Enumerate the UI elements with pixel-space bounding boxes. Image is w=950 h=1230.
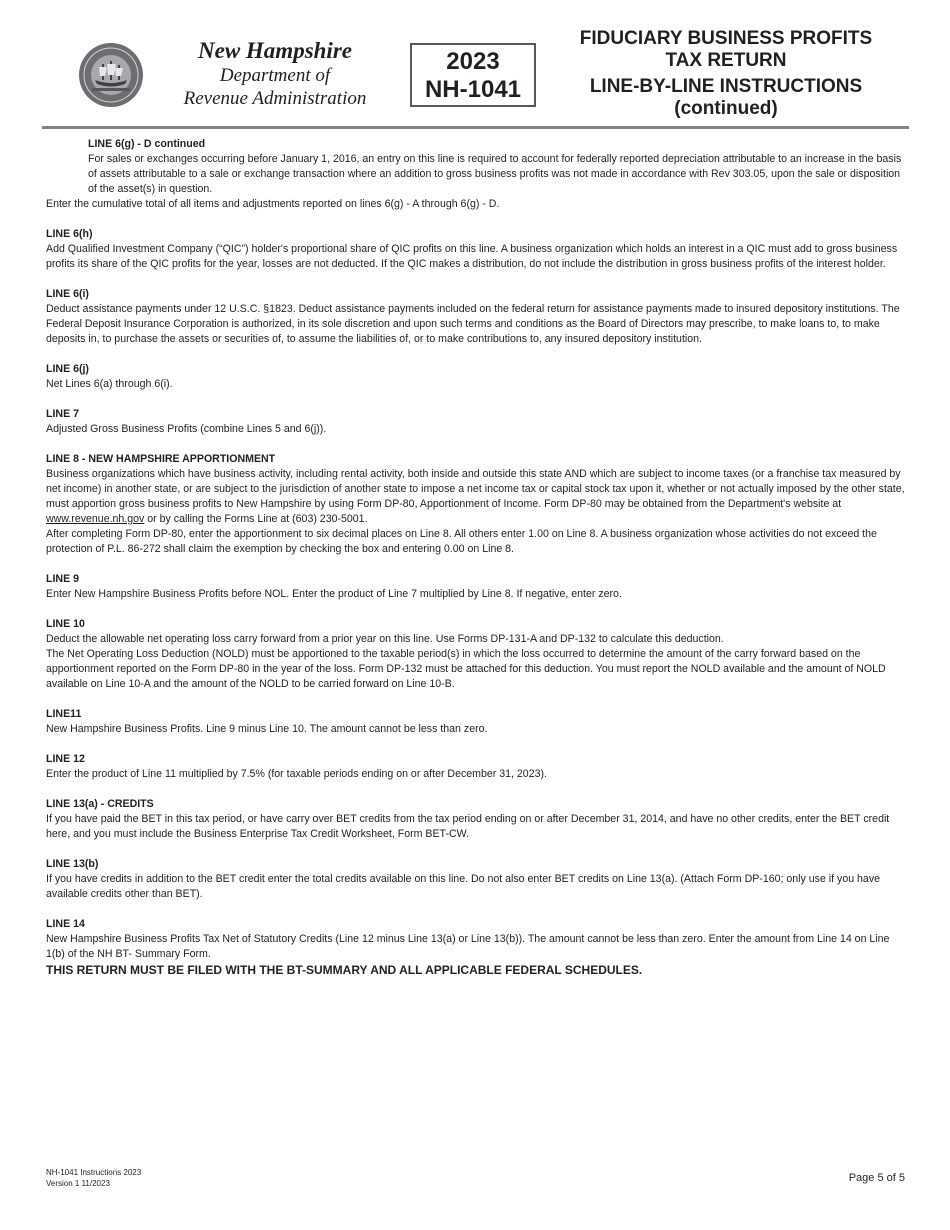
header-divider (42, 126, 909, 129)
dept-line-3: Revenue Administration (183, 88, 367, 109)
section-heading: LINE 7 (46, 408, 79, 420)
section-line-9 (46, 572, 908, 602)
section-line-7 (46, 407, 908, 437)
section-heading: LINE 6(i) (46, 288, 89, 300)
section-text: For sales or exchanges occurring before January 1, 2016, an entry on this line is required to account for federally reported depreciation attributable to an increase in the basis of assets attributable to a sale or exchange transaction where an addition to gross business profits was not made in accordance with Rev 303.05, upon the sale or disposition of the asset(s) in question. (88, 153, 902, 195)
section-text: New Hampshire Business Profits Tax Net of Statutory Credits (Line 12 minus Line 13(a) or Line 13(b)). The amount cannot be less than zero. Enter the amount from Line 14 on Line 1(b) of the NH BT- Summary Form. (46, 933, 890, 960)
section-heading: LINE 10 (46, 618, 85, 630)
section-text: If you have credits in addition to the BET credit enter the total credits available on this line. Do not also enter BET credits on Line 13(a). (Attach Form DP-160; only use if you have available credits other than BET). (46, 873, 881, 900)
section-text: Deduct assistance payments under 12 U.S.C. §1823. Deduct assistance payments included on the federal return for assistance payments made to insured depository institutions. The Federal Deposit Insurance Corporation is authorized, in its sole discretion and upon such terms and conditions as the Board of Directors may prescribe, to make loans to, to make deposits in, to purchase the assets or securities of, to assume the liabilities of, or to make contributions to, any insured depository institution. (46, 303, 900, 345)
section-heading: LINE 14 (46, 918, 85, 930)
section-line-12 (46, 752, 908, 782)
section-text-2: After completing Form DP-80, enter the apportionment to six decimal places on Line 8. All others enter 1.00 on Line 8. A business organization whose activities do not exceed the protection of P.L. 86-272 shall claim the exemption by checking the box and entering 0.00 on Line 8. (46, 528, 877, 555)
section-heading: LINE 6(h) (46, 228, 93, 240)
section-text: Enter New Hampshire Business Profits before NOL. Enter the product of Line 7 multiplied by Line 8. If negative, enter zero. (46, 588, 622, 600)
section-line-13b (46, 857, 908, 902)
filing-requirement-notice: THIS RETURN MUST BE FILED WITH THE BT-SUMMARY AND ALL APPLICABLE FEDERAL SCHEDULES. (46, 963, 643, 977)
page-title (565, 28, 887, 120)
nh-state-seal (78, 42, 144, 108)
section-heading: LINE 8 - NEW HAMPSHIRE APPORTIONMENT (46, 453, 276, 465)
form-id-box (410, 43, 536, 107)
section-line-10 (46, 617, 908, 692)
section-text-2: The Net Operating Loss Deduction (NOLD) must be apportioned to the taxable period(s) in which the loss occurred to determine the amount of the carry forward based on the apportionment reported on the Form DP-80 in the year of the loss. Form DP-132 must be attached for this deduction. You must report the NOLD available and the amount of NOLD available on Line 10-A and the amount of the NOLD to be carried forward on Line 10-B. (46, 648, 886, 690)
section-text: If you have paid the BET in this tax period, or have carry over BET credits from the tax period ending on or after December 31, 2014, and have no other credits, enter the BET credit here, and you must include the Business Enterprise Tax Credit Worksheet, Form BET-CW. (46, 813, 890, 840)
page-number: Page 5 of 5 (848, 1172, 905, 1184)
revenue-website-link[interactable]: www.revenue.nh.gov (46, 513, 145, 525)
section-heading: LINE 13(a) - CREDITS (46, 798, 154, 810)
instructions-body (46, 137, 908, 978)
section-heading: LINE 6(j) (46, 363, 89, 375)
section-heading: LINE 13(b) (46, 858, 99, 870)
footer-version (46, 1167, 141, 1189)
footer-form-name: NH-1041 Instructions 2023 (46, 1168, 142, 1177)
section-text: Deduct the allowable net operating loss carry forward from a prior year on this line. Use Forms DP-131-A and DP-132 to calculate this deduction. (46, 633, 724, 645)
section-line-6h (46, 227, 908, 272)
dept-line-1: New Hampshire (198, 38, 352, 63)
section-line-6i (46, 287, 908, 347)
department-name (168, 38, 382, 110)
section-line-6j (46, 362, 908, 392)
section-text: Add Qualified Investment Company (“QIC”) holder's proportional share of QIC profits on this line. A business organization which holds an interest in a QIC must add to gross business profits its share of the QIC profits for the year, losses are not deducted. If the QIC makes a distribution, do not include the distribution in gross business profits of the interest holder. (46, 243, 898, 270)
section-line-8 (46, 452, 908, 557)
section-text (46, 467, 908, 527)
section-heading: LINE 9 (46, 573, 79, 585)
text-post: or by calling the Forms Line at (603) 230-5001. (144, 513, 368, 525)
section-heading: LINE 12 (46, 753, 85, 765)
section-heading: LINE 6(g) - D continued (88, 138, 206, 150)
footer-version-date: Version 1 11/2023 (46, 1179, 110, 1188)
section-heading: LINE11 (46, 708, 82, 720)
text-pre: Business organizations which have business activity, including rental activity, both inside and outside this state AND which are subject to income taxes (or a franchise tax measured by net income) in another state, or are subject to the jurisdiction of another state to impose a net income tax or capital stock tax upon it, whether or not actually imposed by the other state, must apportion gross business profits to New Hampshire by using Form DP-80, Apportionment of Income. Form DP-80 may be obtained from the Department's website at (46, 468, 905, 510)
title-line-4: (continued) (674, 98, 778, 119)
section-line-11 (46, 707, 908, 737)
form-id: NH-1041 (424, 76, 522, 103)
dept-line-2: Department of (219, 65, 331, 86)
title-line-1: FIDUCIARY BUSINESS PROFITS (579, 28, 873, 49)
title-line-3: LINE-BY-LINE INSTRUCTIONS (589, 76, 863, 97)
title-line-2: TAX RETURN (665, 50, 787, 71)
cumulative-note: Enter the cumulative total of all items and adjustments reported on lines 6(g) - A through 6(g) - D. (46, 198, 500, 210)
section-line-6g (88, 137, 908, 197)
section-text: Enter the product of Line 11 multiplied by 7.5% (for taxable periods ending on or after December 31, 2023). (46, 768, 547, 780)
section-text: Net Lines 6(a) through 6(i). (46, 378, 173, 390)
section-line-14 (46, 917, 908, 962)
section-text: New Hampshire Business Profits. Line 9 minus Line 10. The amount cannot be less than zero. (46, 723, 488, 735)
section-text: Adjusted Gross Business Profits (combine Lines 5 and 6(j)). (46, 423, 327, 435)
section-line-13a (46, 797, 908, 842)
form-year: 2023 (446, 48, 500, 75)
